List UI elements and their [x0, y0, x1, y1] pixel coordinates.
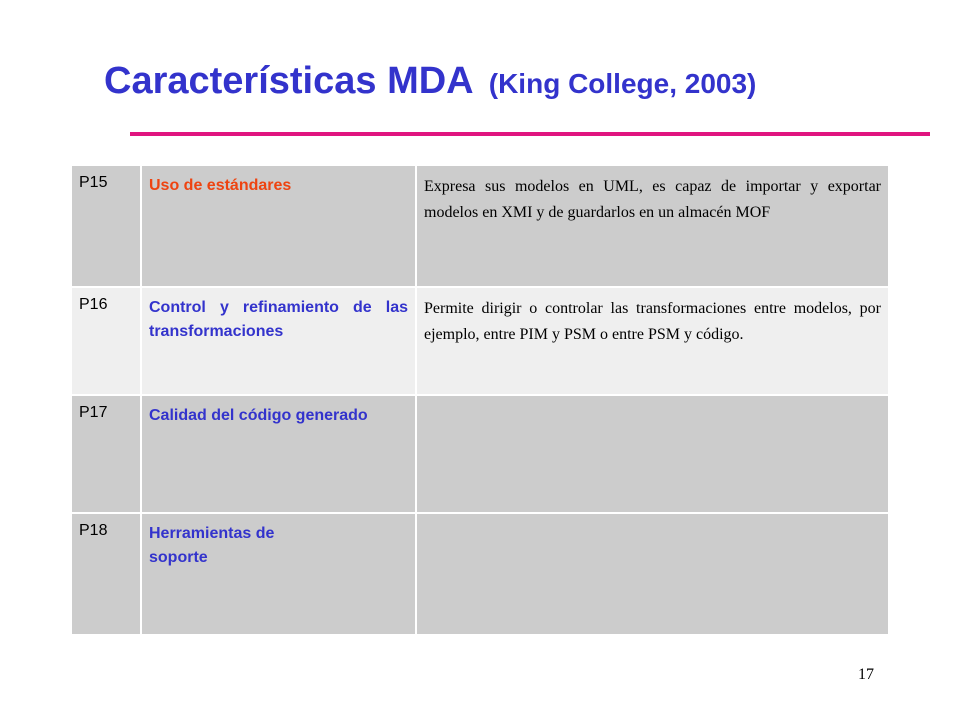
table-row [71, 513, 889, 635]
row-id: P16 [71, 287, 141, 395]
table-row [71, 165, 889, 287]
page-number: 17 [858, 666, 874, 683]
row-characteristic: Uso de estándares [141, 165, 416, 287]
row-description: Expresa sus modelos en UML, es capaz de importar y exportar modelos en XMI y de guardarlos en un almacén MOF [416, 165, 889, 287]
title-divider [130, 132, 930, 136]
row-description [416, 395, 889, 513]
table-row [71, 287, 889, 395]
slide-title-source: (King College, 2003) [488, 68, 757, 99]
row-description: Permite dirigir o controlar las transformaciones entre modelos, por ejemplo, entre PIM y PSM o entre PSM y código. [416, 287, 889, 395]
table-row [71, 395, 889, 513]
row-characteristic: Herramientas de soporte [141, 513, 416, 635]
row-id: P15 [71, 165, 141, 287]
row-description [416, 513, 889, 635]
row-characteristic: Calidad del código generado [141, 395, 416, 513]
row-id: P18 [71, 513, 141, 635]
slide-title [104, 62, 756, 100]
row-characteristic: Control y refinamiento de las transformaciones [141, 287, 416, 395]
characteristics-table [70, 164, 890, 636]
slide-title-main: Características MDA [104, 60, 473, 102]
row-id: P17 [71, 395, 141, 513]
